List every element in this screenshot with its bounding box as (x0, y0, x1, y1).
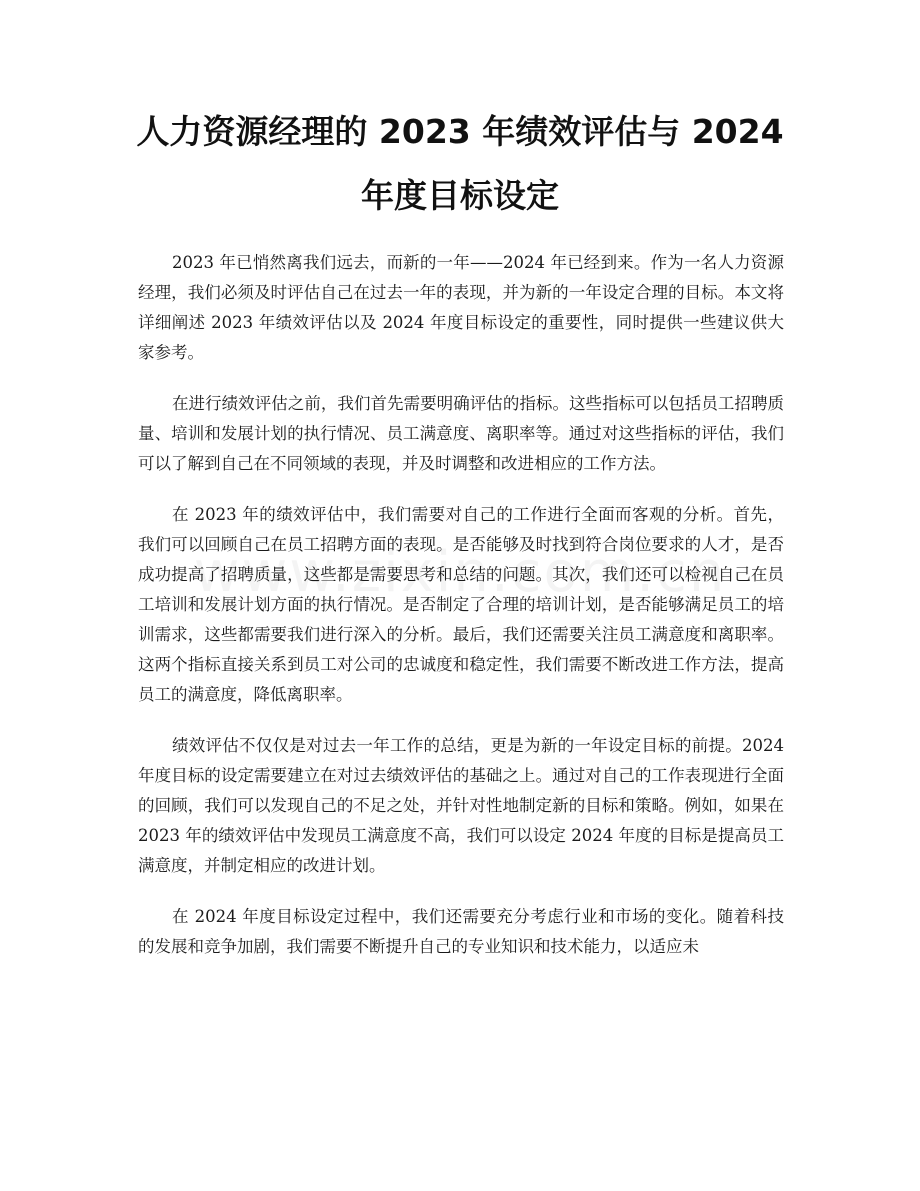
paragraph-5: 在 2024 年度目标设定过程中，我们还需要充分考虑行业和市场的变化。随着科技的发展和竞争加剧，我们需要不断提升自己的专业知识和技术能力，以适应未 (138, 907, 784, 956)
paragraph-1: 2023 年已悄然离我们远去，而新的一年——2024 年已经到来。作为一名人力资源经理，我们必须及时评估自己在过去一年的表现，并为新的一年设定合理的目标。本文将详细阐述 2023 年绩效评估以及 2024 年度目标设定的重要性，同时提供一些建议供大家参考。 (138, 253, 784, 362)
paragraph-4: 绩效评估不仅仅是对过去一年工作的总结，更是为新的一年设定目标的前提。2024 年度目标的设定需要建立在对过去绩效评估的基础之上。通过对自己的工作表现进行全面的回顾，我们可以发现自己的不足之处，并针对性地制定新的目标和策略。例如，如果在 2023 年的绩效评估中发现员工满意度不高，我们可以设定 2024 年度的目标是提高员工满意度，并制定相应的改进计划。 (138, 736, 784, 875)
document-title: 人力资源经理的 2023 年绩效评估与 2024 年度目标设定 (136, 112, 784, 215)
document-body (138, 248, 784, 983)
paragraph-2: 在进行绩效评估之前，我们首先需要明确评估的指标。这些指标可以包括员工招聘质量、培训和发展计划的执行情况、员工满意度、离职率等。通过对这些指标的评估，我们可以了解到自己在不同领域的表现，并及时调整和改进相应的工作方法。 (138, 394, 784, 473)
paragraph-3: 在 2023 年的绩效评估中，我们需要对自己的工作进行全面而客观的分析。首先，我们可以回顾自己在员工招聘方面的表现。是否能够及时找到符合岗位要求的人才，是否成功提高了招聘质量，这些都是需要思考和总结的问题。其次，我们还可以检视自己在员工培训和发展计划方面的执行情况。是否制定了合理的培训计划，是否能够满足员工的培训需求，这些都需要我们进行深入的分析。最后，我们还需要关注员工满意度和离职率。这两个指标直接关系到员工对公司的忠诚度和稳定性，我们需要不断改进工作方法，提高员工的满意度，降低离职率。 (138, 505, 784, 704)
